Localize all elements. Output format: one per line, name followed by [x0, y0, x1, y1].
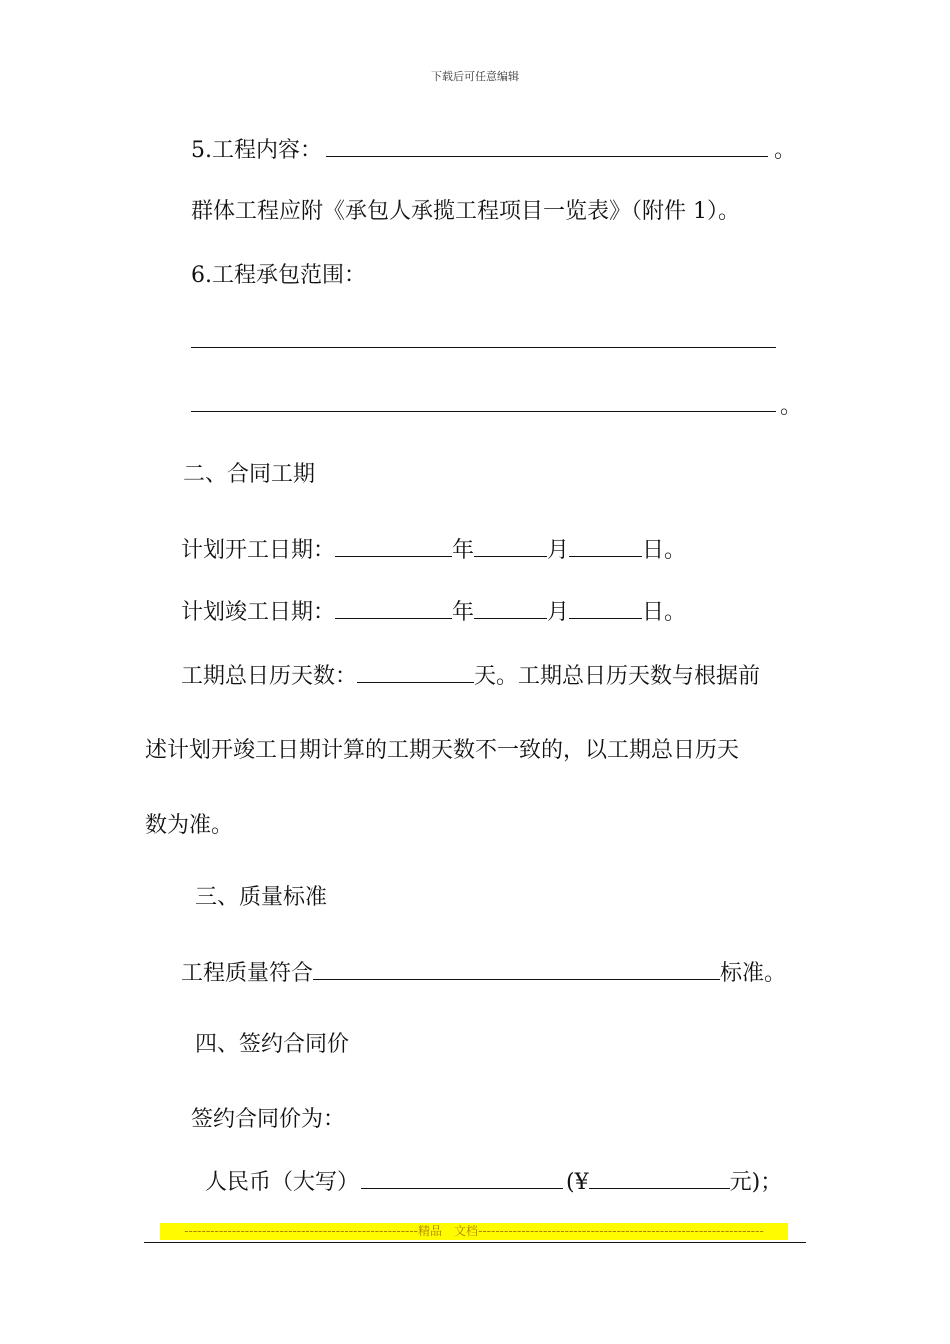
year-label: 年 [452, 538, 475, 563]
duration-line [181, 662, 760, 691]
quality-standard-blank[interactable] [313, 959, 720, 980]
footer-rule [144, 1242, 806, 1243]
yen-open: (¥ [566, 1170, 589, 1195]
section3-title: 三、质量标准 [195, 885, 328, 910]
finish-date-label: 计划竣工日期： [181, 600, 336, 625]
footer-banner: ------------------------------------------------------精品 文档------------------------------------------------------------------ [160, 1223, 788, 1240]
duration-text: 天。工期总日历天数与根据前 [474, 664, 761, 689]
finish-date-line [181, 598, 686, 627]
item5-label: 5.工程内容： [191, 138, 322, 163]
section4-title: 四、签约合同价 [195, 1032, 350, 1057]
day-label: 日。 [642, 600, 687, 625]
start-date-label: 计划开工日期： [181, 538, 336, 563]
item6-label: 6.工程承包范围： [191, 263, 366, 288]
quality-label: 工程质量符合 [181, 961, 314, 986]
section2-title: 二、合同工期 [183, 462, 316, 487]
header-note: 下载后可任意编辑 [431, 70, 519, 83]
rmb-line [205, 1168, 782, 1197]
duration-days-blank[interactable] [357, 662, 474, 683]
start-day-blank[interactable] [569, 536, 642, 557]
month-label: 月 [547, 538, 570, 563]
finish-year-blank[interactable] [335, 598, 452, 619]
price-label: 签约合同价为： [191, 1107, 346, 1132]
duration-text-line2: 述计划开竣工日期计算的工期天数不一致的，以工期总日历天 [145, 738, 740, 763]
work-content-blank[interactable] [326, 136, 768, 157]
start-date-line [181, 536, 686, 565]
quality-end: 标准。 [720, 961, 787, 986]
item5-end: 。 [774, 138, 797, 163]
yen-close: 元)； [729, 1170, 783, 1195]
duration-text-line3: 数为准。 [145, 813, 234, 838]
scope-blank-1[interactable] [191, 347, 776, 348]
item6-end: 。 [780, 394, 803, 419]
scope-blank-2[interactable] [191, 411, 776, 412]
start-month-blank[interactable] [474, 536, 547, 557]
day-label: 日。 [642, 538, 687, 563]
group-project-note: 群体工程应附《承包人承揽工程项目一览表》（附件 1）。 [191, 199, 740, 224]
quality-line [181, 959, 786, 988]
finish-month-blank[interactable] [474, 598, 547, 619]
start-year-blank[interactable] [335, 536, 452, 557]
finish-day-blank[interactable] [569, 598, 642, 619]
month-label: 月 [547, 600, 570, 625]
year-label: 年 [452, 600, 475, 625]
item5-line [191, 136, 796, 165]
duration-label: 工期总日历天数： [181, 664, 358, 689]
yen-amount-blank[interactable] [589, 1168, 730, 1189]
rmb-uppercase-blank[interactable] [361, 1168, 563, 1189]
rmb-label: 人民币（大写） [205, 1170, 360, 1195]
